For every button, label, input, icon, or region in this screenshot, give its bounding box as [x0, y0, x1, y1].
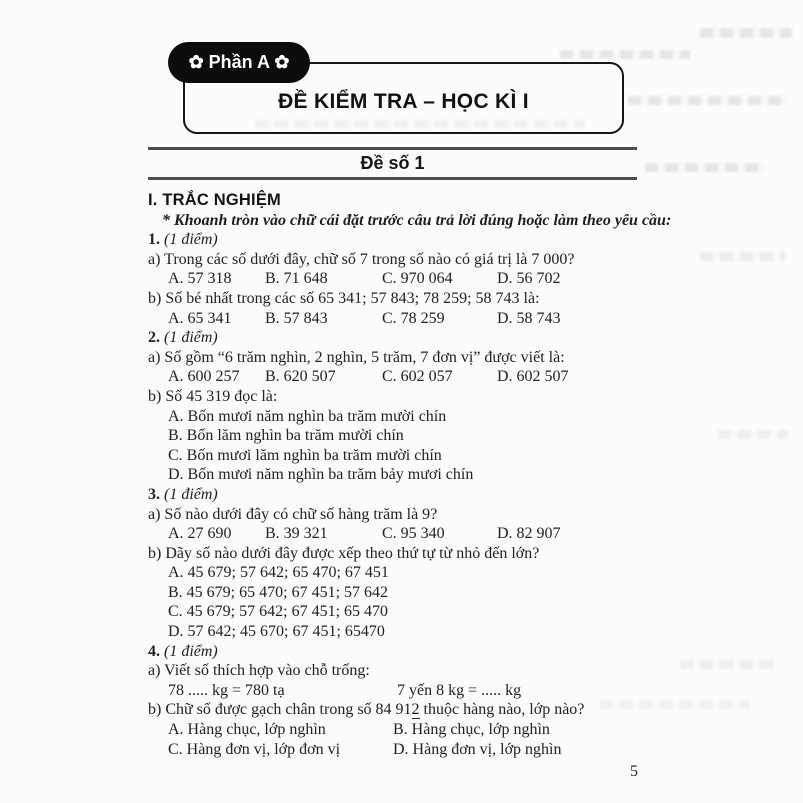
exam-line — [148, 681, 663, 701]
bleed-through-artifact — [560, 50, 690, 59]
question-number: 3. — [148, 485, 160, 503]
answer-option: B. 57 843 — [265, 309, 328, 327]
text-segment: thuộc hàng nào, lớp nào? — [419, 701, 585, 719]
question-part-text: a) Số nào dưới đây có chữ số hàng trăm là 9? — [148, 505, 438, 523]
exam-body — [148, 191, 672, 759]
answer-option: A. 57 318 — [168, 270, 232, 288]
instruction-note: * Khoanh tròn vào chữ cái đặt trước câu trả lời đúng hoặc làm theo yêu cầu: — [162, 211, 672, 229]
question-part-text: a) Trong các số dưới đây, chữ số 7 trong số nào có giá trị là 7 000? — [148, 250, 575, 268]
answer-option: A. 27 690 — [168, 525, 232, 543]
answer-option: A. 600 257 — [168, 368, 240, 386]
exam-line — [148, 740, 663, 760]
bleed-through-artifact — [628, 96, 788, 105]
answer-option: D. Hàng đơn vị, lớp nghìn — [393, 740, 562, 758]
exam-line — [148, 269, 663, 289]
answer-option: C. 602 057 — [382, 368, 453, 386]
bleed-through-artifact — [645, 163, 765, 172]
answer-option: A. 45 679; 57 642; 65 470; 67 451 — [168, 564, 389, 582]
exam-line — [148, 309, 663, 329]
exam-line — [148, 485, 663, 505]
page-number: 5 — [630, 763, 638, 780]
question-points: (1 điểm) — [164, 329, 218, 347]
question-points: (1 điểm) — [164, 231, 218, 249]
question-number: 1. — [148, 231, 160, 249]
exam-line — [148, 720, 663, 740]
answer-option: B. Hàng chục, lớp nghìn — [393, 721, 550, 739]
question-part-text: b) Dãy số nào dưới đây được xếp theo thứ tự từ nhỏ đến lớn? — [148, 544, 540, 562]
answer-option: B. Bốn lăm nghìn ba trăm mười chín — [168, 427, 404, 445]
exam-line — [148, 230, 663, 250]
exam-line — [148, 328, 663, 348]
bleed-through-artifact — [718, 430, 788, 439]
exam-title: ĐỀ KIỂM TRA – HỌC KÌ I — [278, 90, 529, 113]
answer-option: B. 620 507 — [265, 368, 336, 386]
answer-option: D. Bốn mươi năm nghìn ba trăm bảy mươi chín — [168, 466, 474, 484]
answer-option: C. 78 259 — [382, 309, 445, 327]
part-badge — [168, 42, 310, 83]
answer-option: B. 45 679; 65 470; 67 451; 57 642 — [168, 583, 389, 601]
answer-option: D. 82 907 — [497, 525, 561, 543]
question-part-text — [148, 700, 663, 720]
answer-option: C. 45 679; 57 642; 67 451; 65 470 — [168, 603, 389, 621]
question-part-text: b) Số bé nhất trong các số 65 341; 57 843; 78 259; 58 743 là: — [148, 289, 540, 307]
answer-option: A. 65 341 — [168, 309, 232, 327]
answer-option: C. Bốn mươi lăm nghìn ba trăm mười chín — [168, 446, 442, 464]
bleed-through-artifact — [700, 28, 792, 38]
underlined-digit: 2 — [411, 701, 420, 719]
bleed-through-artifact — [700, 252, 785, 261]
exam-number-label: Đề số 1 — [360, 153, 425, 173]
question-part-text: a) Viết số thích hợp vào chỗ trống: — [148, 662, 370, 680]
fill-blank-item: 7 yến 8 kg = ..... kg — [397, 681, 522, 699]
answer-option: B. 39 321 — [265, 525, 328, 543]
question-points: (1 điểm) — [164, 485, 218, 503]
fill-blank-item: 78 ..... kg = 780 tạ — [168, 681, 285, 699]
exam-line — [148, 367, 663, 387]
answer-option: D. 57 642; 45 670; 67 451; 65470 — [168, 623, 385, 641]
answer-option: D. 58 743 — [497, 309, 561, 327]
section-heading: I. TRẮC NGHIỆM — [148, 191, 281, 209]
answer-option: C. 970 064 — [382, 270, 453, 288]
question-number: 2. — [148, 329, 160, 347]
exam-line — [148, 642, 663, 662]
answer-option: C. Hàng đơn vị, lớp đơn vị — [168, 740, 341, 758]
answer-option: C. 95 340 — [382, 525, 445, 543]
answer-option: D. 602 507 — [497, 368, 569, 386]
exam-number-heading — [148, 147, 637, 180]
question-part-text: b) Số 45 319 đọc là: — [148, 387, 278, 405]
answer-option: B. 71 648 — [265, 270, 328, 288]
answer-option: A. Hàng chục, lớp nghìn — [168, 721, 326, 739]
text-segment: b) Chữ số được gạch chân trong số 84 91 — [148, 701, 412, 719]
question-part-text: a) Số gồm “6 trăm nghìn, 2 nghìn, 5 trăm, 7 đơn vị” được viết là: — [148, 348, 565, 366]
question-number: 4. — [148, 642, 160, 660]
exam-line — [148, 524, 663, 544]
answer-option: A. Bốn mươi năm nghìn ba trăm mười chín — [168, 407, 447, 425]
question-points: (1 điểm) — [164, 642, 218, 660]
part-badge-label: ✿ Phần A ✿ — [188, 52, 290, 72]
bleed-through-artifact — [680, 660, 780, 669]
answer-option: D. 56 702 — [497, 270, 561, 288]
